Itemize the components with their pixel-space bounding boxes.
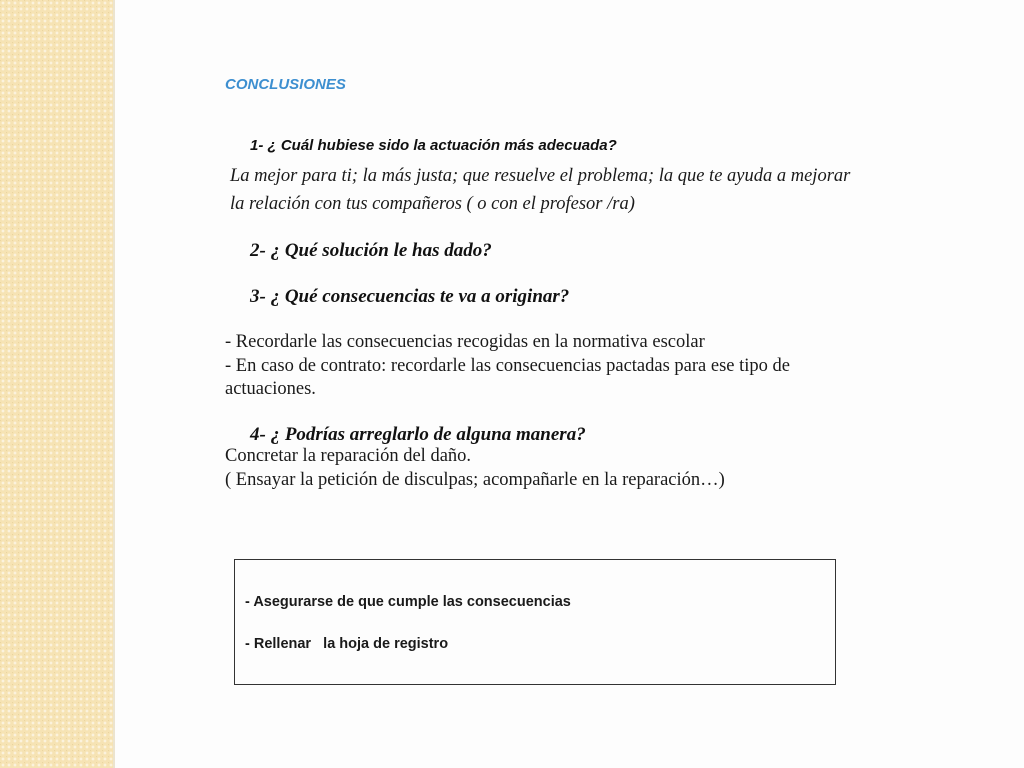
reminder-line-2: - Rellenar la hoja de registro bbox=[245, 636, 449, 652]
answer-1 bbox=[230, 162, 920, 218]
answer-3-line-2: - En caso de contrato: recordarle las consecuencias pactadas para ese tipo de bbox=[225, 355, 790, 376]
decorative-side-strip bbox=[0, 0, 113, 768]
page-title: CONCLUSIONES bbox=[225, 76, 346, 93]
reminder-line-1: - Asegurarse de que cumple las consecuencias bbox=[245, 594, 571, 610]
answer-4-line-2: ( Ensayar la petición de disculpas; acompañarle en la reparación…) bbox=[225, 469, 725, 490]
answer-4 bbox=[225, 445, 725, 492]
answer-4-line-1: Concretar la reparación del daño. bbox=[225, 446, 472, 466]
answer-1-line-2: la relación con tus compañeros ( o con el profesor /ra) bbox=[230, 194, 635, 214]
question-4: 4- ¿ Podrías arreglarlo de alguna manera? bbox=[250, 424, 586, 445]
answer-3-line-1: - Recordarle las consecuencias recogidas en la normativa escolar bbox=[225, 332, 705, 352]
answer-3 bbox=[225, 331, 790, 402]
question-1: 1- ¿ Cuál hubiese sido la actuación más adecuada? bbox=[250, 137, 617, 154]
answer-3-line-3: actuaciones. bbox=[225, 379, 316, 399]
reminder-box bbox=[234, 559, 836, 685]
question-3: 3- ¿ Qué consecuencias te va a originar? bbox=[250, 286, 570, 307]
answer-1-line-1: La mejor para ti; la más justa; que resuelve el problema; la que te ayuda a mejorar bbox=[230, 166, 851, 186]
question-2: 2- ¿ Qué solución le has dado? bbox=[250, 240, 492, 261]
